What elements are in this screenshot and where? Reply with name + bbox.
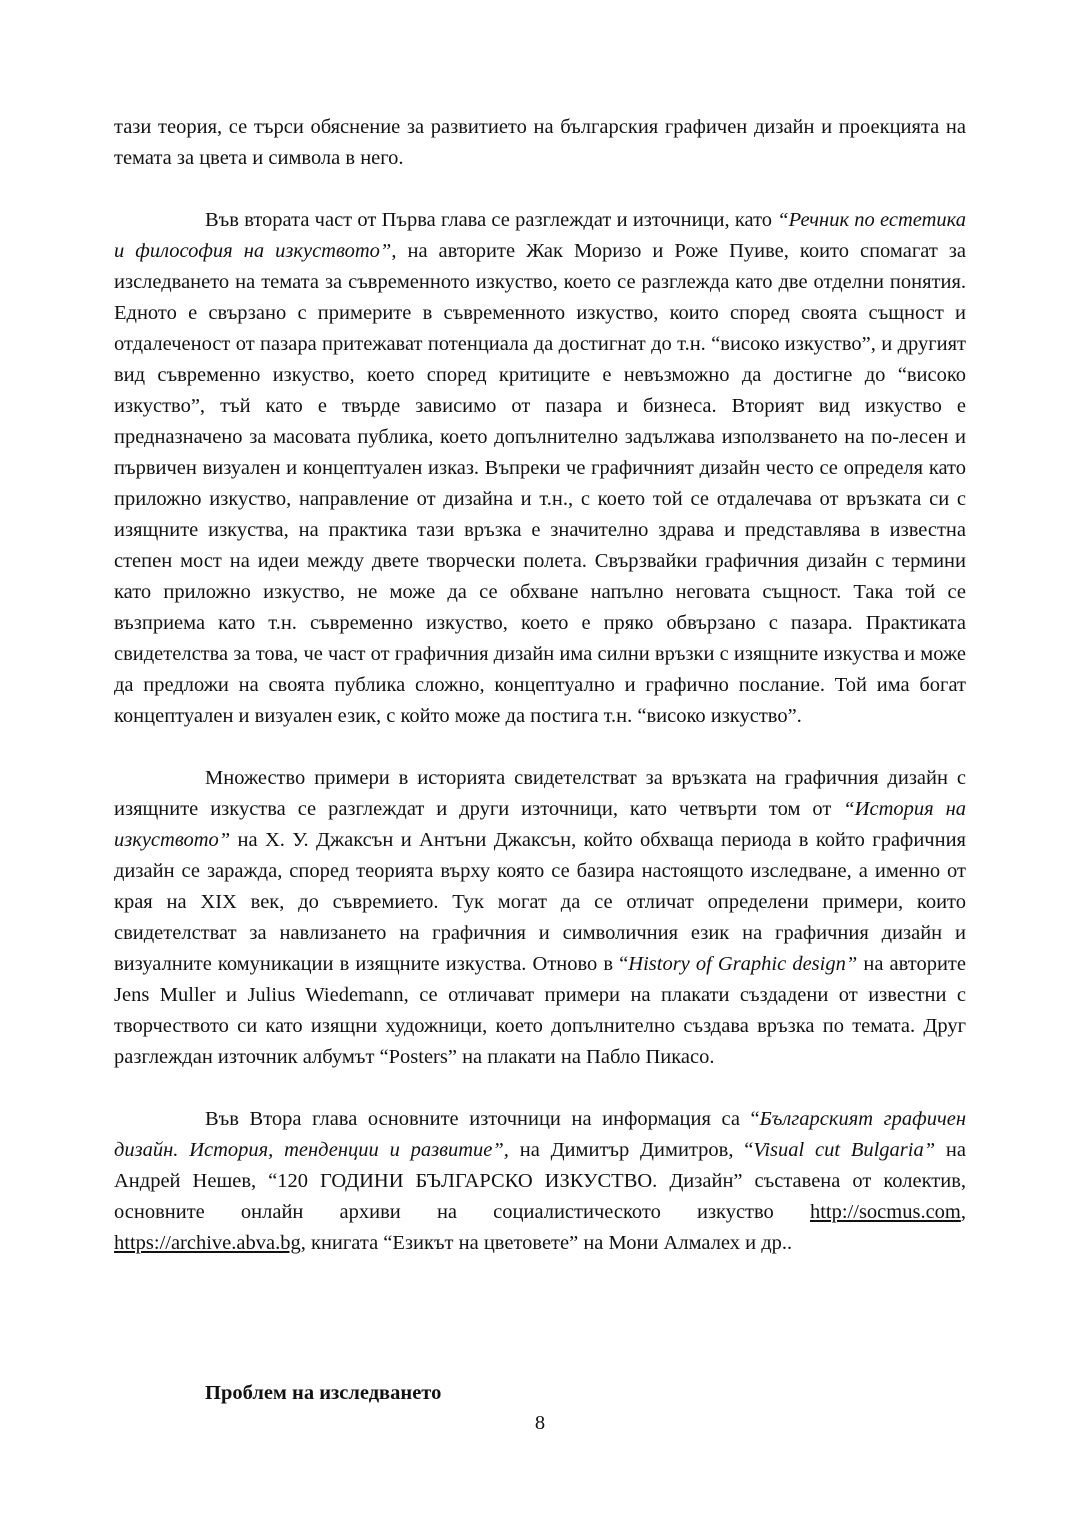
paragraph-4-book-title: Българският графичен дизайн. История, тенденции и развитие”,	[114, 1108, 966, 1161]
socmus-link[interactable]: http://socmus.com	[809, 1201, 961, 1223]
paragraph-3-book-title-2: History of Graphic design”	[628, 953, 858, 975]
paragraph-3-book-title: “История на изкуството”	[114, 798, 967, 851]
paragraph-3	[114, 763, 966, 1073]
page-number: 8	[534, 1412, 546, 1434]
paragraph-3-text-start: Множество примери в историята свидетелстват за връзката на графичния дизайн с изящните изкуства се разглеждат и други източници, като четвърти том от	[114, 767, 966, 820]
paragraph-4-text-end: , книгата “Езикът на цветовете” на Мони Алмалех и др..	[300, 1232, 793, 1254]
paragraph-2-text-end: , на авторите Жак Моризо и Роже Пуиве, които спомагат за изследването на темата за съвременното изкуство, което се разглежда като две отделни понятия. Едното е свързано с примерите в съвременното изкуство, които според своята същност и отдалеченост от пазара притежават потенциала да достигнат до т.н. “високо изкуство”, и другият вид съвременно изкуство, което според критиците е невъзможно да достигне до “високо изкуство”, тъй като е твърде зависимо от пазара и бизнеса. Вторият вид изкуство е предназначено за масовата публика, което допълнително задължава използването на по-лесен и първичен визуален и концептуален изказ. Въпреки че графичният дизайн често се определя като приложно изкуство, направление от дизайна и т.н., с което той се отдалечава от връзката си с изящните изкуства, на практика тази връзка е значително здрава и представлява в известна степен мост на идеи между двете творчески полета. Свързвайки графичния дизайн с термини като приложно изкуство, не може да се обхване напълно неговата същност. Така той се възприема като т.н. съвременно изкуство, което е пряко обвързано с пазара. Практиката свидетелства за това, че част от графичния дизайн има силни връзки с изящните изкуства и може да предложи на своята публика сложно, концептуално и графично послание. Той има богат концептуален и визуален език, с който може да постига т.н. “високо изкуство”.	[114, 240, 967, 727]
paragraph-4	[114, 1104, 966, 1259]
paragraph-4-text-middle-2: на Андрей Нешев, “120 ГОДИНИ БЪЛГАРСКО ИЗКУСТВО. Дизайн” съставена от колектив, основните онлайн архиви на социалистическото изкуство	[114, 1139, 966, 1223]
paragraph-3-text-middle: на Х. У. Джаксън и Антъни Джаксън, който обхваща периода в който графичния дизайн се заражда, според теорията върху която се базира настоящото изследване, а именно от края на XIX век, до съвремието. Тук могат да се отличат определени примери, които свидетелстват за навлизането на графичния и символичния език на графичния дизайн и визуалните комуникации в изящните изкуства. Отново в “	[114, 829, 966, 975]
abva-archive-link[interactable]: https://archive.abva.bg	[114, 1232, 301, 1254]
link-separator: ,	[960, 1201, 966, 1223]
paragraph-4-text-start: Във Втора глава основните източници на информация са “	[205, 1108, 760, 1130]
paragraph-2-book-title: “Речник по естетика и философия на изкуството”	[114, 209, 966, 262]
page-body	[114, 112, 966, 1259]
paragraph-4-text-middle: на Димитър Димитров, “	[508, 1139, 754, 1161]
paragraph-1	[114, 112, 966, 174]
section-heading: Проблем на изследването	[205, 1382, 442, 1404]
paragraph-2	[114, 205, 966, 732]
paragraph-gap	[114, 174, 966, 205]
paragraph-4-book-title-2: Visual cut Bulgaria”	[753, 1139, 936, 1161]
paragraph-gap	[114, 732, 966, 763]
paragraph-gap	[114, 1073, 966, 1104]
paragraph-1-text: тази теория, се търси обяснение за развитието на българския графичен дизайн и проекцията на темата за цвета и символа в него.	[114, 116, 966, 169]
paragraph-2-text-start: Във втората част от Първа глава се разглеждат и източници, като	[205, 209, 778, 231]
paragraph-3-text-end: на авторите Jens Muller и Julius Wiedemann, се отличават примери на плакати създадени от известни с творчеството си като изящни художници, което допълнително създава връзка по темата. Друг разглеждан източник албумът “Posters” на плакати на Пабло Пикасо.	[114, 953, 966, 1068]
